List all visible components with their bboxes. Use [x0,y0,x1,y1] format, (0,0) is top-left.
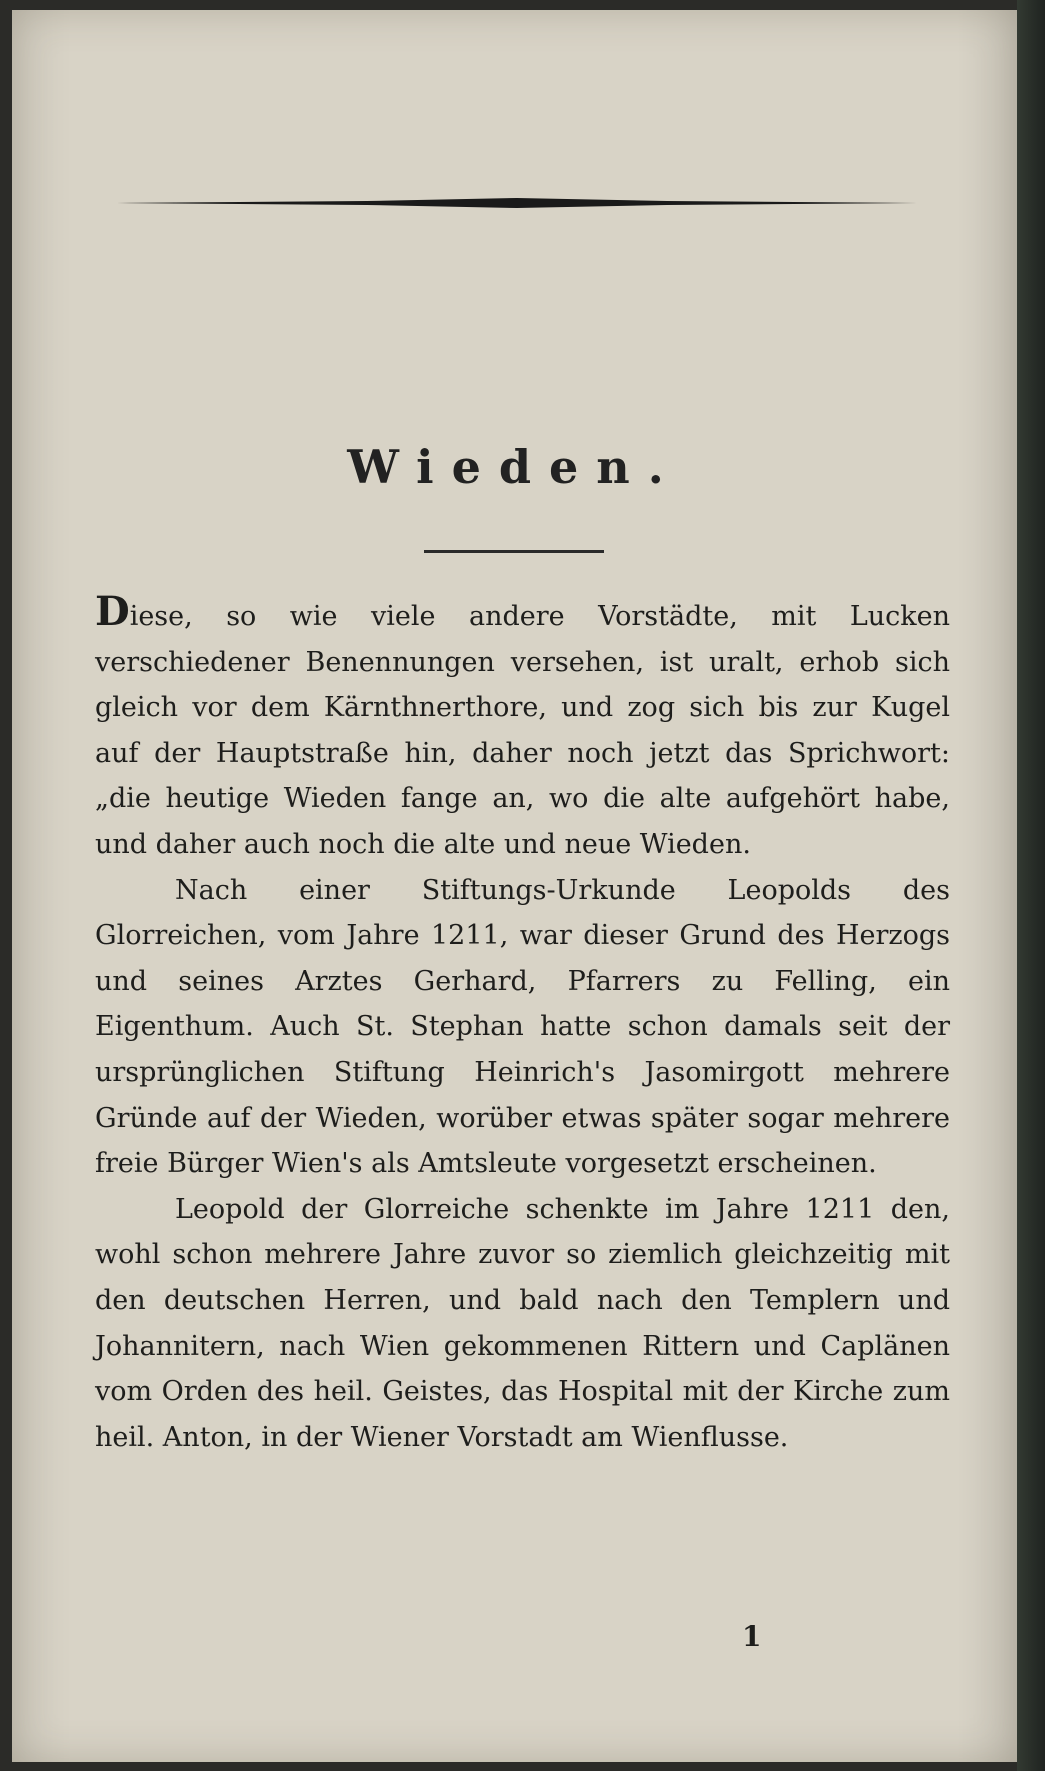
signature-mark: 1 [742,1620,762,1653]
paragraph-1 [95,588,950,868]
paragraph-2: Nach einer Stiftungs-Urkunde Leopolds des Glorreichen, vom Jahre 1211, war dieser Grund des Herzogs und seines Arztes Gerhard, Pfarrers zu Felling, ein Eigenthum. Auch St. Stephan hatte schon damals seit der ursprünglichen Stiftung Heinrich's Jasomirgott mehrere Gründe auf der Wieden, worüber etwas später sogar mehrere freie Bürger Wien's als Amtsleute vorgesetzt erscheinen. [95,874,950,1180]
ornamental-rule [117,198,917,208]
chapter-title: Wieden. [347,440,682,494]
book-spine [1017,0,1045,1771]
title-underline [424,550,604,553]
drop-cap: D [95,588,130,635]
book-page [12,10,1017,1762]
paragraph-3: Leopold der Glorreiche schenkte im Jahre 1211 den, wohl schon mehrere Jahre zuvor so ziemlich gleichzeitig mit den deutschen Herren, und bald nach den Templern und Johannitern, nach Wien gekommenen Rittern und Caplänen vom Orden des heil. Geistes, das Hospital mit der Kirche zum heil. Anton, in der Wiener Vorstadt am Wienflusse. [95,1193,950,1453]
body-text [95,588,950,1460]
paragraph-1-text: iese, so wie viele andere Vorstädte, mit Lucken verschiedener Benennungen versehen, ist uralt, erhob sich gleich vor dem Kärnthnerthore, und zog sich bis zur Kugel auf der Hauptstraße hin, daher noch jetzt das Sprichwort: „die heutige Wieden fange an, wo die alte aufgehört habe, und daher auch noch die alte und neue Wieden. [95,601,950,860]
